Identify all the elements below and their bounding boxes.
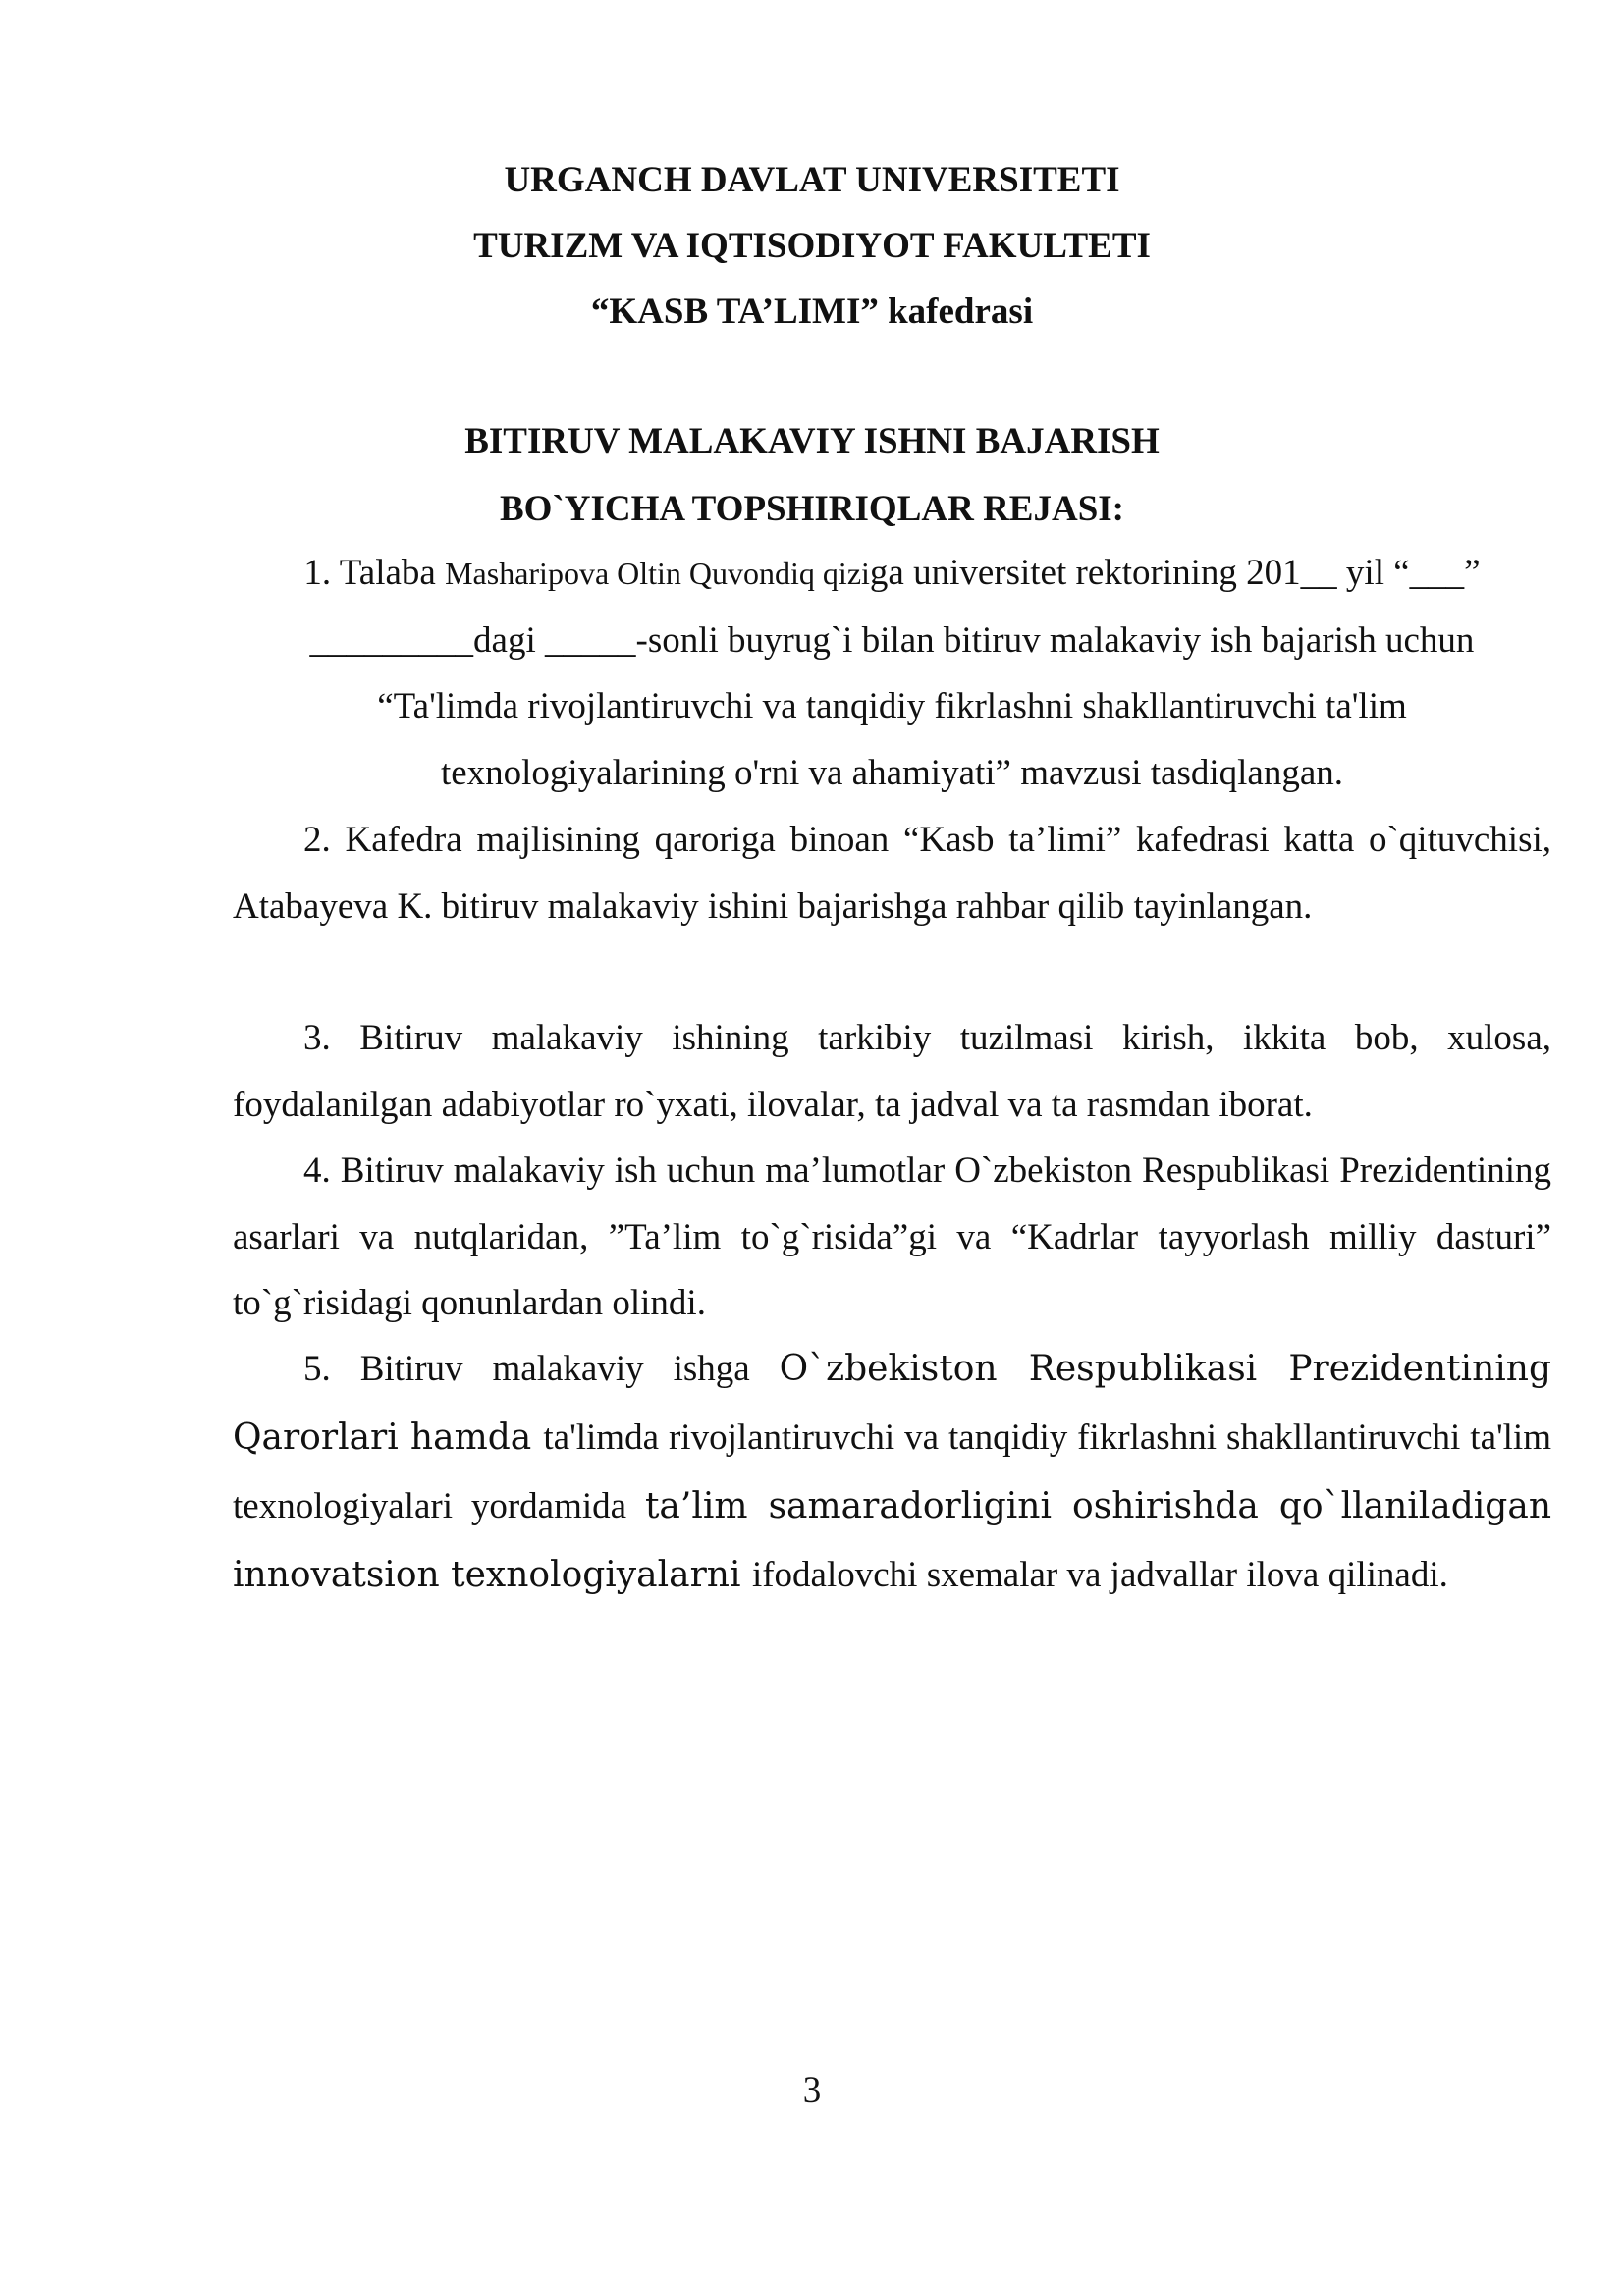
item-5 <box>233 1335 1551 1610</box>
item-5-part-2: O`zbekiston Respublikasi Prezidentining Qarorlari hamda <box>233 1349 1551 1458</box>
item-5-part-1: 5. Bitiruv malakaviy ishga <box>303 1349 780 1389</box>
faculty-name: TURIZM VA IQTISODIYOT FAKULTETI <box>473 226 1151 266</box>
item-5-part-4: ta’lim samaradorligini oshirishda qo`llaniladigan innovatsion texnologiyalarni <box>233 1486 1551 1595</box>
item-2: 2. Kafedra majlisining qaroriga binoan “Kasb ta’limi” kafedrasi katta o`qituvchisi, Atabayeva K. bitiruv malakaviy ishini bajarishga rahbar qilib tayinlangan. <box>233 820 1551 927</box>
item-1-line-4: texnologiyalarining o'rni va ahamiyati” mavzusi tasdiqlangan. <box>440 752 1344 793</box>
item-4: 4. Bitiruv malakaviy ish uchun ma’lumotlar O`zbekiston Respublikasi Prezidentining asarlari va nutqlaridan, ”Ta’lim to`g`risida”gi va “Kadrlar tayyorlash milliy dasturi” to`g`risidagi qonunlardan olindi. <box>233 1150 1551 1323</box>
item-1-line-1 <box>233 540 1551 608</box>
item-1 <box>233 540 1551 806</box>
page-number: 3 <box>802 2070 822 2110</box>
item-5-part-3: ta'limda rivojlantiruvchi va tanqidiy fikrlashni shakllantiruvchi ta'lim texnologiyalari yordamida <box>233 1417 1551 1526</box>
title-line-2: BO`YICHA TOPSHIRIQLAR REJASI: <box>500 489 1124 529</box>
university-name: URGANCH DAVLAT UNIVERSITETI <box>504 160 1120 200</box>
student-name: Masharipova Oltin Quvondiq qizi <box>445 556 870 591</box>
department-name: “KASB TA’LIMI” kafedrasi <box>590 292 1034 332</box>
item-1-rest: ga universitet rektorining 201__ yil “___” <box>869 553 1481 593</box>
item-1-line-2: _________dagi _____-sonli buyrug`i bilan bitiruv malakaviy ish bajarish uchun <box>309 619 1475 661</box>
title-line-1: BITIRUV MALAKAVIY ISHNI BAJARISH <box>464 421 1160 461</box>
document-title <box>0 407 1624 543</box>
item-5-part-5: ifodalovchi sxemalar va jadvallar ilova qilinadi. <box>751 1555 1448 1595</box>
item-1-line-3: “Ta'limda rivojlantiruvchi va tanqidiy fikrlashni shakllantiruvchi ta'lim <box>377 686 1407 726</box>
item-3: 3. Bitiruv malakaviy ishining tarkibiy tuzilmasi kirish, ikkita bob, xulosa, foydalanilgan adabiyotlar ro`yxati, ilovalar, ta jadval va ta rasmdan iborat. <box>233 1018 1551 1125</box>
document-header <box>0 147 1624 345</box>
item-1-prefix: 1. Talaba <box>303 553 446 593</box>
